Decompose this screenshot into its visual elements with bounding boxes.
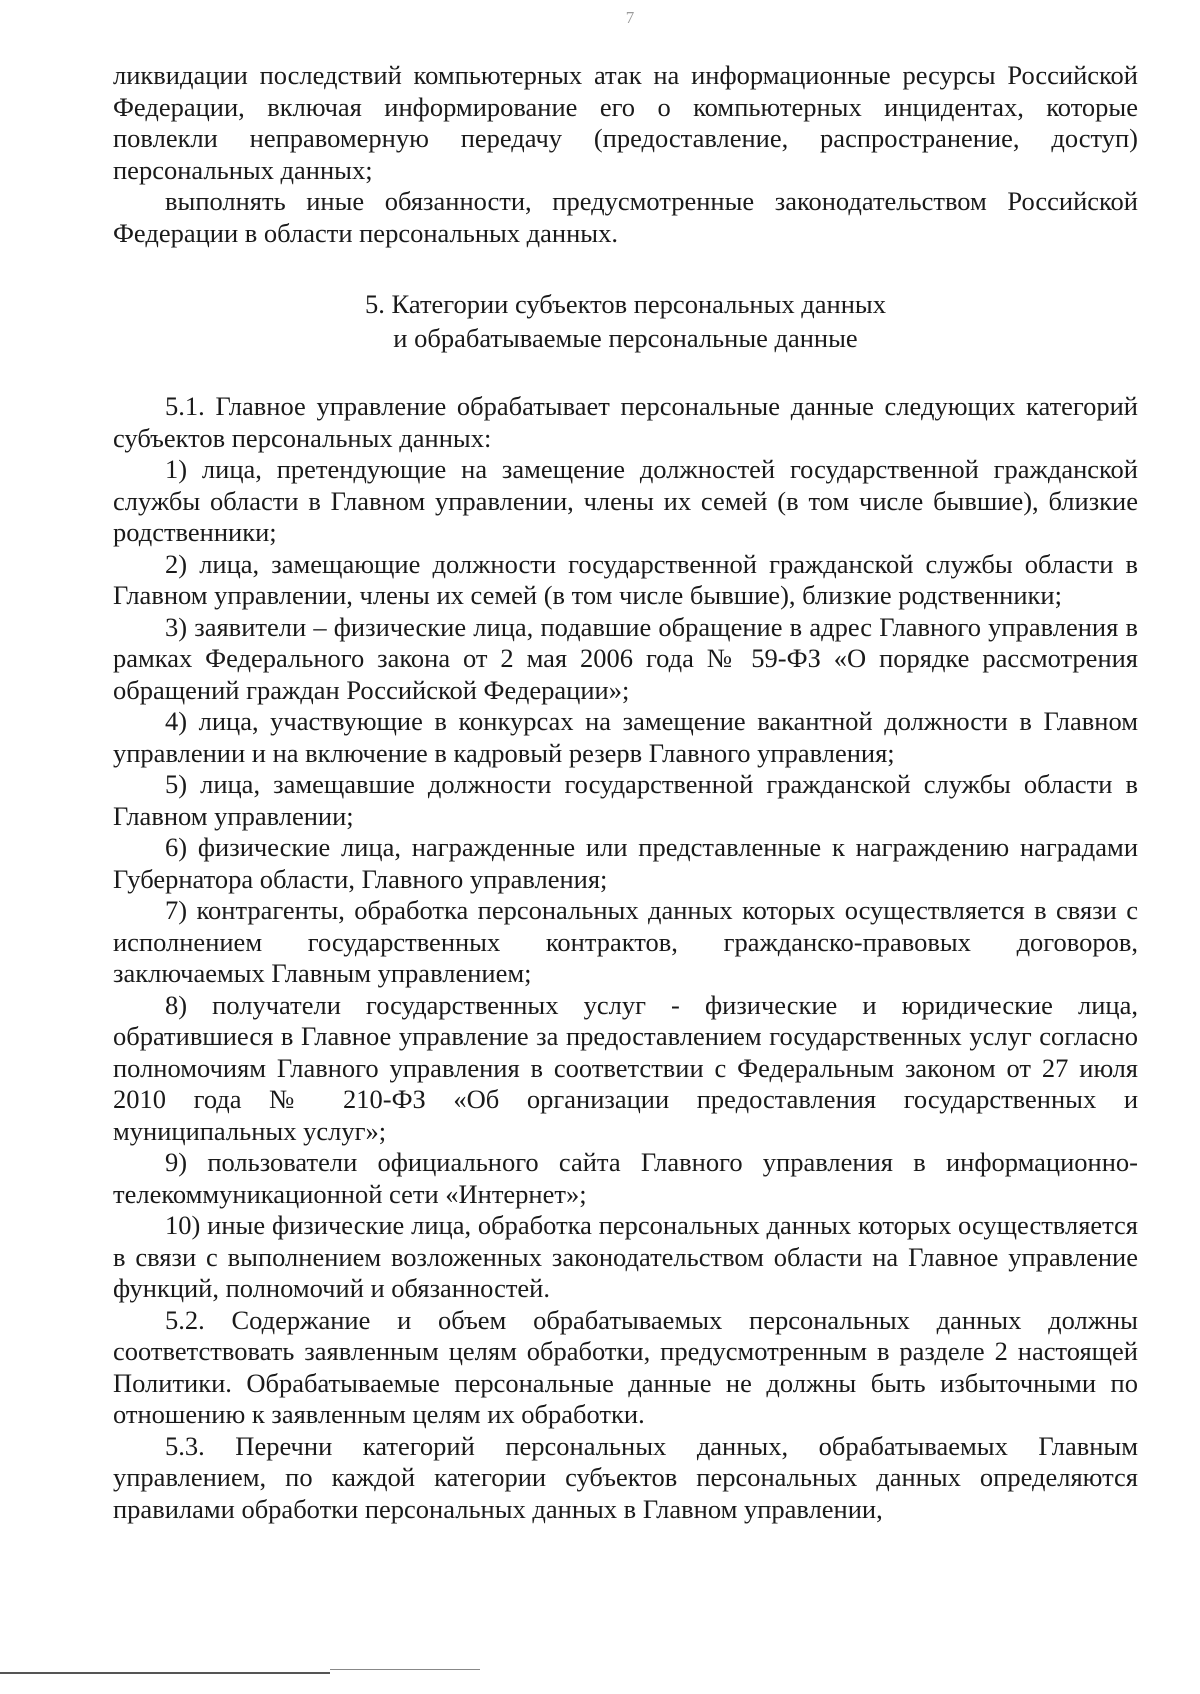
paragraph-other-duties: выполнять иные обязанности, предусмотренные законодательством Российской Федерации в области персональных данных. (113, 186, 1138, 248)
list-item-2: 2) лица, замещающие должности государственной гражданской службы области в Главном управлении, члены их семей (в том числе бывшие), близкие родственники; (113, 548, 1138, 610)
scan-edge-line (0, 1672, 330, 1674)
list-item-4: 4) лица, участвующие в конкурсах на замещение вакантной должности в Главном управлении и на включение в кадровый резерв Главного управления; (113, 706, 1138, 768)
list-item-8: 8) получатели государственных услуг - физические и юридические лица, обратившиеся в Главное управление за предоставлением государственных услуг согласно полномочиям Главного управления в соответствии с Федеральным законом от 27 июля 2010 года № 210-ФЗ «Об организации предоставления государственных и муниципальных услуг»; (113, 989, 1138, 1146)
list-item-5: 5) лица, замещавшие должности государственной гражданской службы области в Главном управлении; (113, 769, 1138, 831)
scan-edge-line-faint (330, 1669, 480, 1670)
paragraph-continuation: ликвидации последствий компьютерных атак на информационные ресурсы Российской Федерации, включая информирование его о компьютерных инцидентах, которые повлекли неправомерную передачу (предоставление, распространение, доступ) персональных данных; (113, 60, 1138, 185)
section-heading (113, 287, 1138, 355)
page-number: 7 (625, 8, 635, 27)
section-heading-line2: и обрабатываемые персональные данные (393, 323, 858, 353)
section-heading-line1: 5. Категории субъектов персональных данных (365, 289, 886, 319)
list-item-9: 9) пользователи официального сайта Главного управления в информационно-телекоммуникационной сети «Интернет»; (113, 1147, 1138, 1209)
clause-5-2: 5.2. Содержание и объем обрабатываемых персональных данных должны соответствовать заявленным целям обработки, предусмотренным в разделе 2 настоящей Политики. Обрабатываемые персональные данные не должны быть избыточными по отношению к заявленным целям их обработки. (113, 1304, 1138, 1429)
list-item-7: 7) контрагенты, обработка персональных данных которых осуществляется в связи с исполнением государственных контрактов, гражданско-правовых договоров, заключаемых Главным управлением; (113, 895, 1138, 988)
document-body (113, 60, 1138, 1525)
clause-5-1: 5.1. Главное управление обрабатывает персональные данные следующих категорий субъектов персональных данных: (113, 391, 1138, 453)
list-item-1: 1) лица, претендующие на замещение должностей государственной гражданской службы области в Главном управлении, члены их семей (в том числе бывшие), близкие родственники; (113, 454, 1138, 547)
list-item-10: 10) иные физические лица, обработка персональных данных которых осуществляется в связи с выполнением возложенных законодательством области на Главное управление функций, полномочий и обязанностей. (113, 1210, 1138, 1303)
clause-5-3: 5.3. Перечни категорий персональных данных, обрабатываемых Главным управлением, по каждой категории субъектов персональных данных определяются правилами обработки персональных данных в Главном управлении, (113, 1430, 1138, 1524)
list-item-6: 6) физические лица, награжденные или представленные к награждению наградами Губернатора области, Главного управления; (113, 832, 1138, 894)
list-item-3: 3) заявители – физические лица, подавшие обращение в адрес Главного управления в рамках Федерального закона от 2 мая 2006 года № 59-ФЗ «О порядке рассмотрения обращений граждан Российской Федерации»; (113, 611, 1138, 705)
